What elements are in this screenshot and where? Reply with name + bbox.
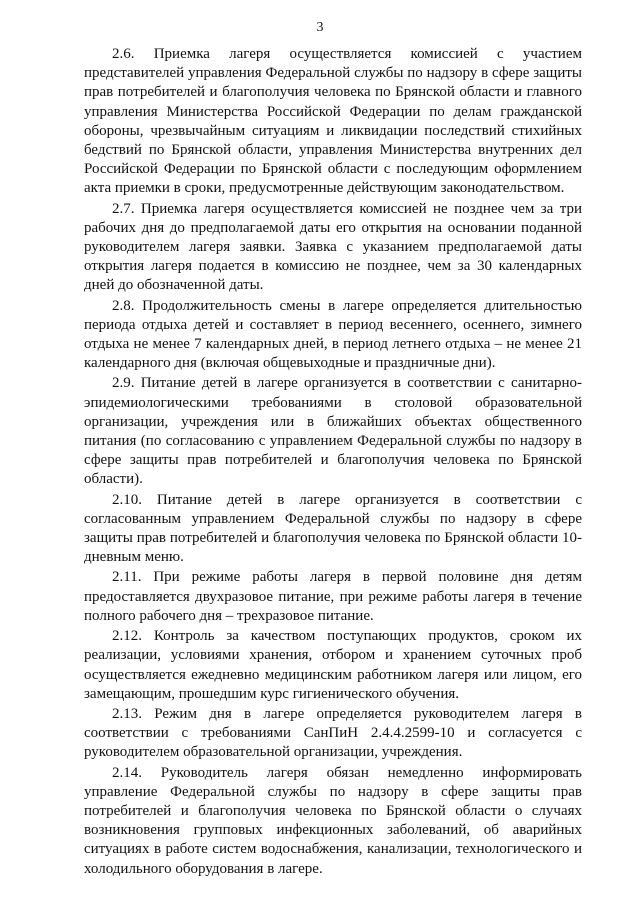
paragraph-2-9: 2.9. Питание детей в лагере организуется в соответствии с санитарно-эпидемиологическими требованиями в столовой образовательной организации, учреждения или в ближайших объектах общественного питания (по согласованию с управлением Федеральной службы по надзору в сфере защиты прав потребителей и благополучия человека по Брянской области). bbox=[84, 375, 582, 488]
paragraph-2-12: 2.12. Контроль за качеством поступающих продуктов, сроком их реализации, условиями хранения, отбором и хранением суточных проб осуществляется ежедневно медицинским работником лагеря или лицом, его замещающим, прошедшим курс гигиенического обучения. bbox=[84, 628, 582, 702]
paragraph-2-6: 2.6. Приемка лагеря осуществляется комиссией с участием представителей управления Федеральной службы по надзору в сфере защиты прав потребителей и благополучия человека по Брянской области и главного управления Министерства Российской Федерации по делам гражданской обороны, чрезвычайным ситуациям и ликвидации последствий стихийных бедствий по Брянской области, управления Министерства внутренних дел Российской Федерации по Брянской области с последующим оформлением акта приемки в сроки, предусмотренные действующим законодательством. bbox=[84, 46, 582, 197]
paragraph-2-7: 2.7. Приемка лагеря осуществляется комиссией не позднее чем за три рабочих дня до предполагаемой даты его открытия на основании поданной руководителем лагеря заявки. Заявка с указанием предполагаемой даты открытия лагеря подается в комиссию не позднее, чем за 30 календарных дней до обозначенной даты. bbox=[84, 200, 582, 294]
paragraph-2-14: 2.14. Руководитель лагеря обязан немедленно информировать управление Федеральной службы по надзору в сфере защиты прав потребителей и благополучия человека по Брянской области о случаях возникновения групповых инфекционных заболеваний, об аварийных ситуациях в работе систем водоснабжения, канализации, технологического и холодильного оборудования в лагере. bbox=[84, 764, 582, 877]
paragraph-2-13: 2.13. Режим дня в лагере определяется руководителем лагеря в соответствии с требованиями СанПиН 2.4.4.2599-10 и согласуется с руководителем образовательной организации, учреждения. bbox=[84, 705, 582, 761]
document-body bbox=[84, 45, 582, 879]
paragraph-2-11: 2.11. При режиме работы лагеря в первой половине дня детям предоставляется двухразовое питание, при режиме работы лагеря в течение полного рабочего дня – трехразовое питание. bbox=[84, 569, 582, 624]
page-number: 3 bbox=[316, 20, 324, 35]
paragraph-2-8: 2.8. Продолжительность смены в лагере определяется длительностью периода отдыха детей и составляет в период весеннего, осеннего, зимнего отдыха не менее 7 календарных дней, в период летнего отдыха – не менее 21 календарного дня (включая общевыходные и праздничные дни). bbox=[84, 297, 582, 372]
paragraph-2-10: 2.10. Питание детей в лагере организуется в соответствии с согласованным управлением Федеральной службы по надзору в сфере защиты прав потребителей и благополучия человека по Брянской области 10-дневным меню. bbox=[84, 491, 582, 566]
